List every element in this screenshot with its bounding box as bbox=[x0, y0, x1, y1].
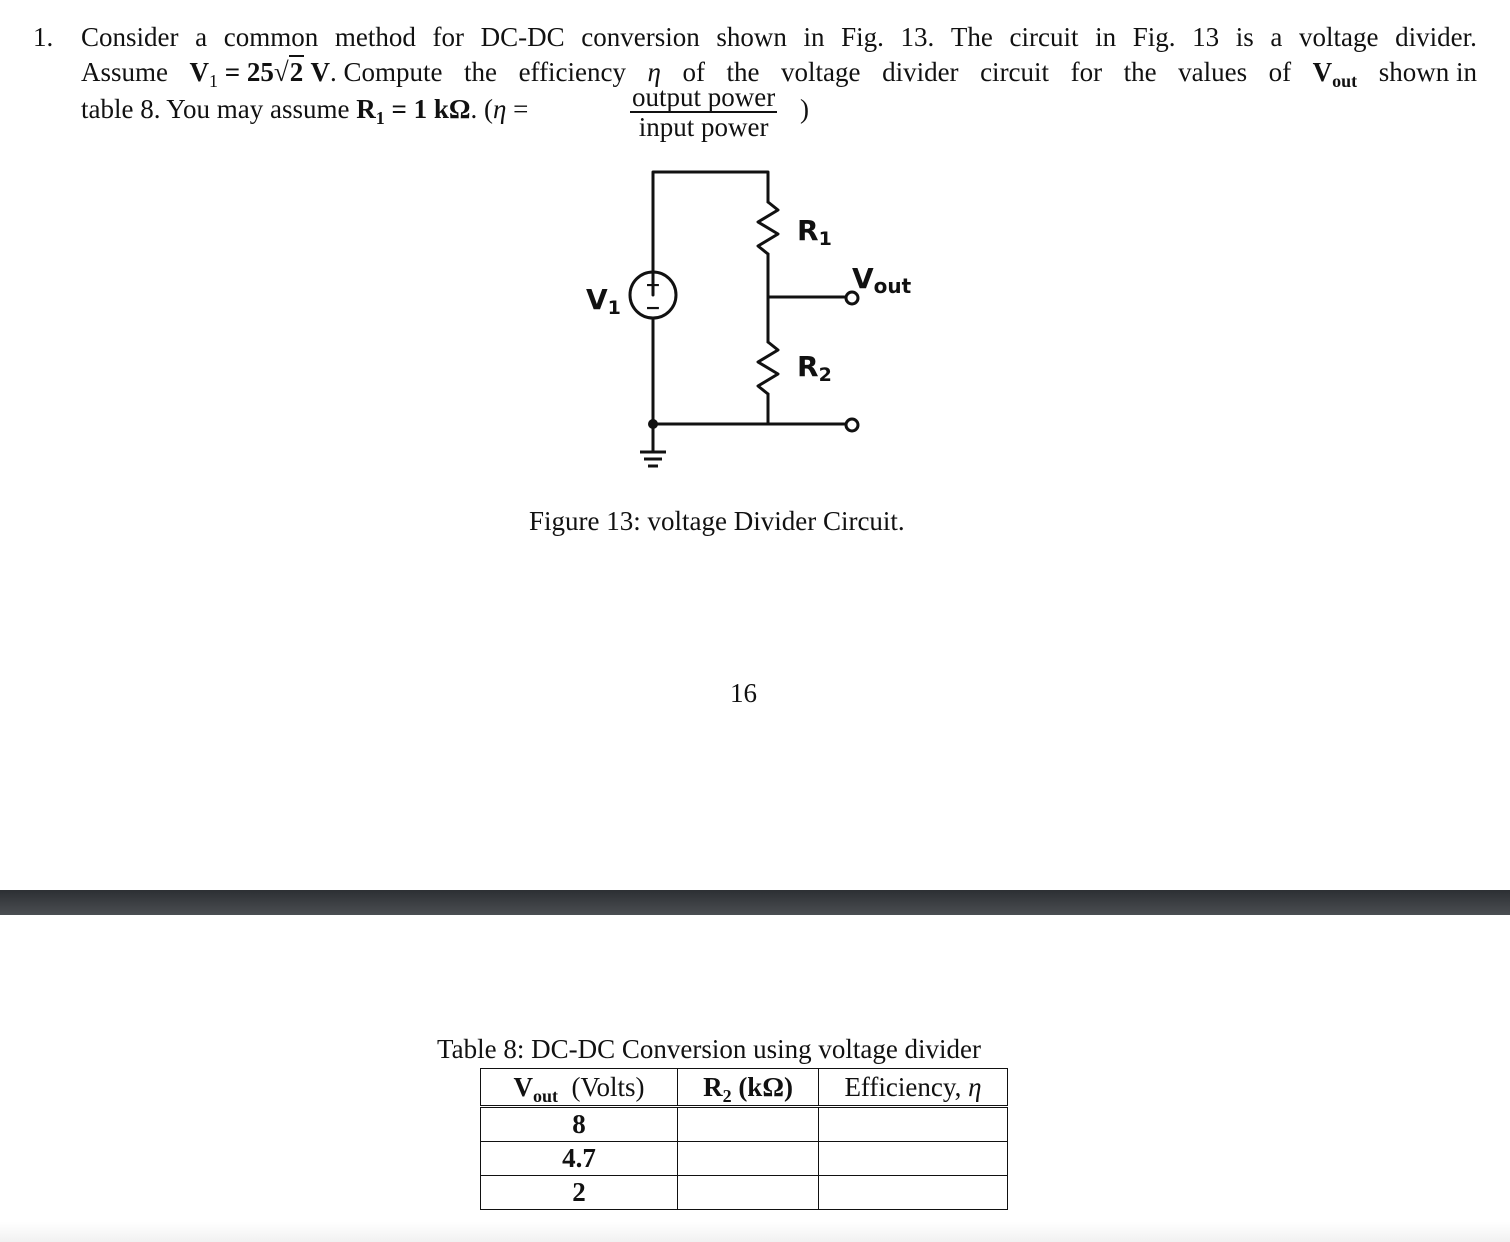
header-efficiency-label: Efficiency, bbox=[844, 1071, 969, 1102]
problem-line-1 bbox=[81, 20, 1477, 55]
word: divider. bbox=[1395, 22, 1477, 52]
header-efficiency bbox=[819, 1069, 1008, 1107]
label-r2 bbox=[797, 350, 832, 386]
eta-equals: = bbox=[506, 94, 529, 124]
label-r2-subscript: 2 bbox=[818, 364, 832, 386]
r1-subscript: 1 bbox=[375, 108, 385, 128]
word: efficiency bbox=[518, 57, 627, 87]
fraction-denominator: input power bbox=[638, 112, 769, 142]
table-caption: Table 8: DC-DC Conversion using voltage divider bbox=[437, 1034, 982, 1064]
v1-subscript: 1 bbox=[209, 71, 219, 91]
v1-equals: = 25 bbox=[218, 57, 274, 87]
label-vout-symbol: V bbox=[852, 262, 874, 295]
v1-expression bbox=[190, 55, 443, 93]
label-r2-symbol: R bbox=[797, 350, 819, 383]
v1-unit: V bbox=[304, 57, 331, 87]
word: the bbox=[726, 57, 760, 87]
header-vout-unit: (Volts) bbox=[571, 1071, 645, 1102]
word: in bbox=[1095, 22, 1117, 52]
label-vout-subscript: out bbox=[873, 274, 912, 298]
cell-r2[interactable] bbox=[678, 1142, 819, 1176]
vout-symbol: V bbox=[1312, 57, 1333, 87]
label-v1-subscript: 1 bbox=[607, 297, 621, 319]
word: method bbox=[334, 22, 416, 52]
word: Fig. bbox=[1132, 22, 1176, 52]
word: of bbox=[682, 57, 705, 87]
cell-vout: 4.7 bbox=[481, 1142, 678, 1176]
label-vout bbox=[852, 262, 912, 298]
header-vout bbox=[481, 1069, 678, 1107]
word: a bbox=[1270, 22, 1283, 52]
table-header-row bbox=[481, 1069, 1008, 1107]
minus-sign: − bbox=[645, 297, 661, 319]
word: circuit bbox=[1009, 22, 1079, 52]
word-shown-in: shown in bbox=[1378, 57, 1477, 87]
header-r2-subscript: 2 bbox=[722, 1085, 732, 1106]
wire-top bbox=[653, 172, 768, 295]
word: circuit bbox=[980, 57, 1050, 87]
word: the bbox=[464, 57, 498, 87]
sqrt-sign: √ bbox=[273, 57, 289, 87]
word: 13 bbox=[1192, 22, 1220, 52]
table-row bbox=[481, 1176, 1008, 1210]
word: for bbox=[1070, 57, 1103, 87]
v1-symbol: V bbox=[189, 57, 210, 87]
r1-value: = 1 kΩ bbox=[384, 94, 471, 124]
word: The bbox=[950, 22, 993, 52]
r1-symbol: R bbox=[356, 94, 376, 124]
figure-caption: Figure 13: voltage Divider Circuit. bbox=[529, 506, 905, 536]
word: DC-DC bbox=[480, 22, 565, 52]
vout-expression bbox=[1313, 55, 1358, 93]
header-r2 bbox=[678, 1069, 819, 1107]
word: a bbox=[195, 22, 208, 52]
header-eta: η bbox=[968, 1071, 982, 1102]
problem-number: 1. bbox=[33, 22, 54, 52]
word: Fig. bbox=[841, 22, 884, 52]
word: 13. bbox=[900, 22, 935, 52]
cell-vout: 2 bbox=[481, 1176, 678, 1210]
word: conversion bbox=[581, 22, 700, 52]
header-r2-unit: (kΩ) bbox=[738, 1071, 793, 1102]
table-row bbox=[481, 1142, 1008, 1176]
vout-subscript: out bbox=[1332, 71, 1358, 91]
page-separator bbox=[0, 890, 1510, 915]
ground-symbol bbox=[640, 452, 666, 466]
word: for bbox=[432, 22, 464, 52]
page-number: 16 bbox=[730, 678, 757, 708]
header-vout-symbol: V bbox=[513, 1071, 533, 1102]
efficiency-fraction bbox=[630, 84, 777, 142]
word: common bbox=[223, 22, 319, 52]
eta-symbol: η bbox=[647, 57, 661, 87]
table-row bbox=[481, 1107, 1008, 1142]
word: voltage bbox=[1299, 22, 1379, 52]
conversion-table bbox=[480, 1068, 1008, 1210]
resistor-r2-zigzag bbox=[758, 342, 778, 394]
plus-sign: + bbox=[645, 274, 661, 296]
ground-terminal bbox=[846, 419, 858, 431]
cell-efficiency[interactable] bbox=[819, 1142, 1008, 1176]
label-r1-symbol: R bbox=[797, 214, 819, 247]
word: the bbox=[1123, 57, 1157, 87]
word: divider bbox=[882, 57, 959, 87]
problem-statement bbox=[0, 0, 1510, 150]
ground-node-dot bbox=[648, 419, 658, 429]
cell-efficiency[interactable] bbox=[819, 1176, 1008, 1210]
word: values bbox=[1178, 57, 1248, 87]
voltage-divider-circuit bbox=[560, 150, 960, 480]
word: is bbox=[1235, 22, 1254, 52]
word: voltage bbox=[781, 57, 861, 87]
problem-line-2 bbox=[81, 55, 1477, 93]
sqrt-arg: 2 bbox=[289, 57, 304, 87]
cell-r2[interactable] bbox=[678, 1176, 819, 1210]
label-r1-subscript: 1 bbox=[818, 228, 832, 250]
cell-vout: 8 bbox=[481, 1107, 678, 1142]
bottom-edge-shade bbox=[0, 1222, 1510, 1242]
word: Consider bbox=[81, 22, 179, 52]
label-v1-symbol: V bbox=[586, 283, 608, 316]
line3-after: . ( bbox=[470, 94, 494, 124]
close-paren: ) bbox=[800, 94, 809, 124]
label-v1 bbox=[586, 283, 621, 319]
resistor-r1-zigzag bbox=[758, 202, 778, 254]
problem-line-3 bbox=[81, 92, 528, 130]
label-r1 bbox=[797, 214, 832, 250]
header-r2-symbol: R bbox=[703, 1071, 723, 1102]
cell-r2[interactable] bbox=[678, 1107, 819, 1142]
fraction-numerator: output power bbox=[632, 82, 776, 112]
word: of bbox=[1268, 57, 1292, 87]
word-assume: Assume bbox=[81, 57, 168, 87]
word: in bbox=[803, 22, 825, 52]
eta-symbol-2: η bbox=[493, 94, 507, 124]
word: shown bbox=[716, 22, 787, 52]
header-vout-subscript: out bbox=[532, 1085, 558, 1106]
line3-start: table 8. You may assume bbox=[81, 94, 357, 124]
word: . Compute bbox=[330, 57, 443, 87]
cell-efficiency[interactable] bbox=[819, 1107, 1008, 1142]
